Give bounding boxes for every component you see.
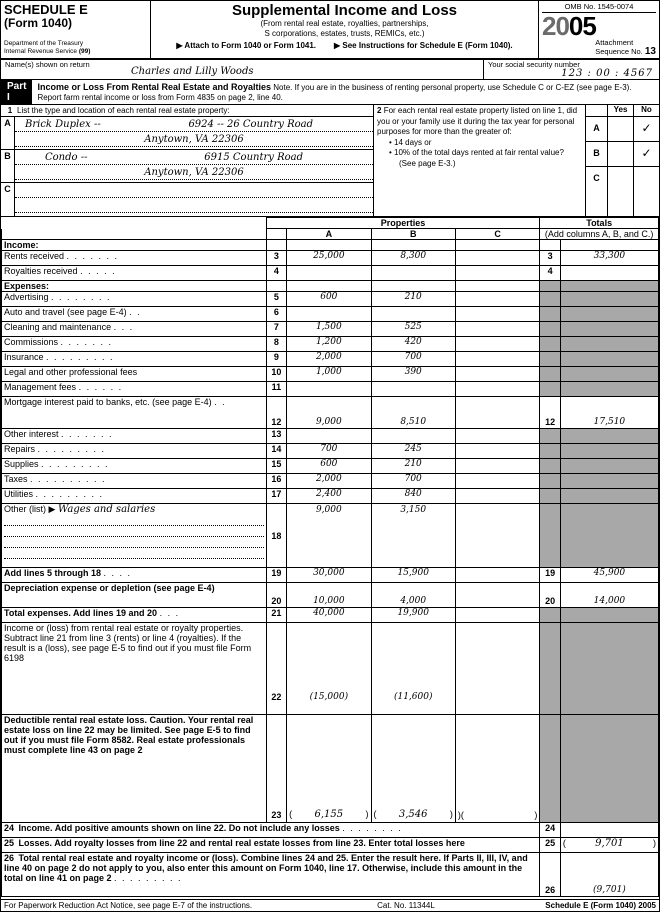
no-checkbox-a[interactable]: ✓	[634, 117, 659, 142]
line-20-col-a[interactable]: 10,000	[287, 583, 371, 608]
line-4-total-number: 4	[540, 266, 561, 281]
col-header-a: A	[287, 229, 371, 240]
totals-subheader: (Add columns A, B, and C.)	[540, 229, 659, 240]
line-19-total-number: 19	[540, 568, 561, 583]
line-23-col-c[interactable]: )( )	[455, 715, 539, 823]
line-2-seepage: (See page E-3.)	[399, 158, 456, 168]
line-6-label: Auto and travel (see page E-4) . .	[2, 307, 267, 322]
table-row	[2, 352, 659, 367]
line-2-letters-col	[585, 105, 607, 216]
line-8-col-a[interactable]: 1,200	[287, 337, 371, 352]
header-right	[539, 1, 659, 58]
form-subtitle-1: (From rental real estate, royalties, partnerships,	[260, 19, 429, 28]
column-letters-row	[2, 229, 659, 240]
line-19-col-c[interactable]	[455, 568, 539, 583]
line-19-total[interactable]: 45,900	[560, 568, 658, 583]
table-row	[2, 251, 659, 266]
footer-form-id: Schedule E (Form 1040) 2005	[545, 901, 656, 910]
line-3-label: Rents received . . . . . . .	[2, 251, 267, 266]
line-7-col-b[interactable]: 525	[371, 322, 455, 337]
line-3-col-c[interactable]	[455, 251, 539, 266]
line-16-col-a[interactable]: 2,000	[287, 474, 371, 489]
table-row	[2, 489, 659, 504]
line-1-number: 1	[7, 106, 13, 115]
income-header: Income:	[2, 240, 267, 251]
line-5-col-b[interactable]: 210	[371, 292, 455, 307]
line-5-number: 5	[266, 292, 287, 307]
totals-header: Totals	[540, 218, 659, 229]
line-26-total[interactable]: (9,701)	[560, 853, 658, 897]
line-8-label: Commissions . . . . . . .	[2, 337, 267, 352]
attachment-label: Attachment	[595, 38, 634, 47]
line-19-col-b[interactable]: 15,900	[371, 568, 455, 583]
table-row	[2, 823, 659, 838]
table-row-line-18	[2, 504, 659, 568]
line-9-label: Insurance . . . . . . . . .	[2, 352, 267, 367]
line-20-total[interactable]: 14,000	[560, 583, 658, 608]
col-header-c: C	[455, 229, 539, 240]
table-row	[2, 337, 659, 352]
line-26-label: 26 Total rental real estate and royalty income or (loss). Combine lines 24 and 25. Enter the result here. If Parts II, III, IV, and line 40 on page 2 do not apply to you, also enter this amount on Form 1040, line 17. Otherwise, include this amount in the total on line 41 on page 2 . . . . . . . . .	[2, 853, 540, 897]
ssn-cell[interactable]	[484, 60, 659, 79]
line-2-block	[374, 105, 659, 216]
properties-header: Properties	[266, 218, 540, 229]
line-12-col-a[interactable]: 9,000	[287, 397, 371, 429]
form-subtitle-2: S corporations, estates, trusts, REMICs, etc.)	[264, 29, 425, 38]
ssn-value: 123 : 00 : 4567	[561, 68, 653, 79]
income-expense-table	[1, 217, 659, 897]
line-25-total-number: 25	[540, 838, 561, 853]
line-1-2-block	[1, 105, 659, 217]
line-25-total[interactable]: ( 9,701 )	[560, 838, 658, 853]
form-header	[1, 1, 659, 60]
line-18-label-cell	[2, 504, 267, 568]
property-a-address: 6924 -- 26 Country Road	[188, 119, 313, 130]
line-2-letter-a: A	[586, 117, 607, 142]
name-ssn-row	[1, 60, 659, 80]
department-block	[4, 40, 147, 56]
line-11-label: Management fees . . . . . .	[2, 382, 267, 397]
line-22-label: Income or (loss) from rental real estate or royalty properties. Subtract line 21 from line 3 (rents) or line 4 (royalties). If the result is a (loss), see page E-5 to find out if you must file Form 6198	[2, 623, 267, 715]
line-26-total-number: 26	[540, 853, 561, 897]
footer-cat-no: Cat. No. 11344L	[377, 901, 435, 910]
line-8-col-b[interactable]: 420	[371, 337, 455, 352]
line-7-col-c[interactable]	[455, 322, 539, 337]
omb-number: OMB No. 1545-0074	[542, 2, 656, 13]
line-17-col-b[interactable]: 840	[371, 489, 455, 504]
table-row	[2, 838, 659, 853]
line-11-number: 11	[266, 382, 287, 397]
line-13-col-a[interactable]	[287, 429, 371, 444]
yes-header: Yes	[608, 105, 633, 117]
line-3-col-b[interactable]: 8,300	[371, 251, 455, 266]
line-13-col-b[interactable]	[371, 429, 455, 444]
line-15-col-a[interactable]: 600	[287, 459, 371, 474]
line-2-text-block	[374, 105, 585, 216]
line-23-label: Deductible rental real estate loss. Caution. Your rental real estate loss on line 22 may be limited. See page E-5 to find out if you must file Form 8582. Real estate professionals must complete line 43 on page 2	[2, 715, 267, 823]
line-14-col-c[interactable]	[455, 444, 539, 459]
table-row	[2, 429, 659, 444]
line-4-col-a[interactable]	[287, 266, 371, 281]
line-16-number: 16	[266, 474, 287, 489]
line-8-col-c[interactable]	[455, 337, 539, 352]
line-4-label: Royalties received . . . . .	[2, 266, 267, 281]
line-22-number: 22	[266, 623, 287, 715]
line-2-bullet-2: • 10% of the total days rented at fair rental value?	[389, 148, 564, 157]
line-2-text: For each rental real estate property listed on line 1, did you or your family use it during the tax year for personal purposes for more than the greater of:	[377, 106, 578, 136]
part-1-note: Note. If you are in the business of renting personal property, use Schedule C or C-EZ (see page E-3). Report farm rental income or loss from Form 4835 on page 2, line 40.	[37, 82, 632, 102]
line-21-col-c[interactable]	[455, 608, 539, 623]
line-2-no-col	[633, 105, 659, 216]
property-letter-c: C	[1, 183, 15, 216]
attachment-sequence	[595, 38, 656, 56]
line-24-total[interactable]	[560, 823, 658, 838]
line-6-col-c[interactable]	[455, 307, 539, 322]
yes-checkbox-a[interactable]	[608, 117, 633, 142]
line-13-label: Other interest . . . . . . .	[2, 429, 267, 444]
line-16-col-c[interactable]	[455, 474, 539, 489]
table-row	[2, 307, 659, 322]
line-15-col-c[interactable]	[455, 459, 539, 474]
dept-code: (99)	[78, 48, 91, 55]
line-6-col-b[interactable]	[371, 307, 455, 322]
line-10-col-a[interactable]: 1,000	[287, 367, 371, 382]
line-10-number: 10	[266, 367, 287, 382]
line-21-number: 21	[266, 608, 287, 623]
line-20-number: 20	[266, 583, 287, 608]
line-14-col-b[interactable]: 245	[371, 444, 455, 459]
property-row-a[interactable]	[1, 117, 373, 150]
year-prefix: 20	[542, 11, 569, 41]
line-3-number: 3	[266, 251, 287, 266]
line-9-col-a[interactable]: 2,000	[287, 352, 371, 367]
line-17-label: Utilities . . . . . . . . .	[2, 489, 267, 504]
line-12-col-c[interactable]	[455, 397, 539, 429]
line-3-total[interactable]: 33,300	[560, 251, 658, 266]
name-label: Name(s) shown on return	[5, 60, 90, 69]
table-row	[2, 459, 659, 474]
line-17-col-a[interactable]: 2,400	[287, 489, 371, 504]
table-row	[2, 292, 659, 307]
line-10-col-c[interactable]	[455, 367, 539, 382]
table-row	[2, 583, 659, 608]
property-letter-b: B	[1, 150, 15, 182]
line-15-number: 15	[266, 459, 287, 474]
dept-line1: Department of the Treasury	[4, 40, 84, 47]
header-center	[151, 1, 539, 58]
line-9-number: 9	[266, 352, 287, 367]
schedule-name: SCHEDULE E	[4, 2, 88, 17]
line-16-label: Taxes . . . . . . . . . .	[2, 474, 267, 489]
line-12-number: 12	[266, 397, 287, 429]
line-10-col-b[interactable]: 390	[371, 367, 455, 382]
line-21-col-a[interactable]: 40,000	[287, 608, 371, 623]
table-row	[2, 444, 659, 459]
line-4-col-b[interactable]	[371, 266, 455, 281]
table-row	[2, 568, 659, 583]
col-header-b: B	[371, 229, 455, 240]
yes-checkbox-b[interactable]	[608, 142, 633, 167]
attach-note: ▶ Attach to Form 1040 or Form 1041.	[176, 41, 317, 50]
expenses-header: Expenses:	[2, 281, 267, 292]
line-2-yes-col	[607, 105, 633, 216]
line-11-col-c[interactable]	[455, 382, 539, 397]
property-row-b[interactable]	[1, 150, 373, 183]
line-7-col-a[interactable]: 1,500	[287, 322, 371, 337]
line-17-number: 17	[266, 489, 287, 504]
header-left	[1, 1, 151, 58]
line-13-col-c[interactable]	[455, 429, 539, 444]
table-row	[2, 853, 659, 897]
line-18-col-b[interactable]: 3,150	[371, 504, 455, 568]
property-b-city: Anytown, VA 22306	[144, 167, 244, 178]
line-20-col-c[interactable]	[455, 583, 539, 608]
name-value: Charles and Lilly Woods	[131, 66, 254, 77]
line-23-col-a[interactable]: ( 6,155 )	[287, 715, 371, 823]
line-19-label: Add lines 5 through 18 . . . .	[2, 568, 267, 583]
expenses-header-row	[2, 281, 659, 292]
line-13-number: 13	[266, 429, 287, 444]
no-header: No	[634, 105, 659, 117]
tax-year	[542, 13, 656, 39]
line-14-number: 14	[266, 444, 287, 459]
line-16-col-b[interactable]: 700	[371, 474, 455, 489]
line-18-handwritten: Wages and salaries	[57, 504, 156, 515]
line-22-col-b[interactable]: (11,600)	[371, 623, 455, 715]
line-12-total-number: 12	[540, 397, 561, 429]
no-checkbox-c[interactable]	[634, 167, 659, 192]
line-23-number: 23	[266, 715, 287, 823]
line-21-col-b[interactable]: 19,900	[371, 608, 455, 623]
line-5-label: Advertising . . . . . . . .	[2, 292, 267, 307]
line-4-number: 4	[266, 266, 287, 281]
line-6-number: 6	[266, 307, 287, 322]
line-7-number: 7	[266, 322, 287, 337]
property-a-type: Brick Duplex --	[25, 119, 101, 130]
line-19-col-a[interactable]: 30,000	[287, 568, 371, 583]
form-footer	[1, 899, 659, 911]
line-15-col-b[interactable]: 210	[371, 459, 455, 474]
dept-line2: Internal Revenue Service	[4, 48, 77, 55]
line-14-label: Repairs . . . . . . . . .	[2, 444, 267, 459]
no-checkbox-b[interactable]: ✓	[634, 142, 659, 167]
line-7-label: Cleaning and maintenance . . .	[2, 322, 267, 337]
property-row-c[interactable]	[1, 183, 373, 216]
yes-checkbox-c[interactable]	[608, 167, 633, 192]
line-3-col-a[interactable]: 25,000	[287, 251, 371, 266]
line-17-col-c[interactable]	[455, 489, 539, 504]
property-a-city: Anytown, VA 22306	[144, 134, 244, 145]
table-row	[2, 322, 659, 337]
property-b-type: Condo --	[45, 152, 88, 163]
line-9-col-b[interactable]: 700	[371, 352, 455, 367]
income-header-row	[2, 240, 659, 251]
line-10-label: Legal and other professional fees	[2, 367, 267, 382]
line-22-col-a[interactable]: (15,000)	[287, 623, 371, 715]
sequence-number: 13	[644, 46, 656, 57]
line-24-total-number: 24	[540, 823, 561, 838]
line-11-col-a[interactable]	[287, 382, 371, 397]
line-5-col-c[interactable]	[455, 292, 539, 307]
line-20-total-number: 20	[540, 583, 561, 608]
line-2-number: 2	[377, 106, 382, 115]
line-1-block	[1, 105, 374, 216]
line-18-col-c[interactable]	[455, 504, 539, 568]
line-22-col-c[interactable]	[455, 623, 539, 715]
table-row	[2, 715, 659, 823]
line-2-letter-b: B	[586, 142, 607, 167]
sequence-label: Sequence No.	[595, 47, 643, 56]
part-1-heading	[37, 81, 659, 104]
table-row	[2, 266, 659, 281]
part-1-title: Income or Loss From Rental Real Estate and Royalties	[37, 81, 272, 92]
line-18-label: Other (list) ▶ Wages and salaries	[4, 504, 156, 515]
instructions-note: ▶ See Instructions for Schedule E (Form 1040).	[334, 41, 513, 50]
line-12-label: Mortgage interest paid to banks, etc. (see page E-4) . .	[2, 397, 267, 429]
year-suffix: 05	[568, 11, 596, 41]
line-1-prompt: List the type and location of each rental real estate property:	[17, 106, 230, 115]
footer-notice: For Paperwork Reduction Act Notice, see page E-7 of the instructions.	[4, 901, 253, 910]
line-12-col-b[interactable]: 8,510	[371, 397, 455, 429]
table-row	[2, 623, 659, 715]
line-8-number: 8	[266, 337, 287, 352]
line-19-number: 19	[266, 568, 287, 583]
line-4-col-c[interactable]	[455, 266, 539, 281]
part-1-bar	[1, 80, 659, 105]
form-title: Supplemental Income and Loss	[231, 2, 458, 19]
line-5-col-a[interactable]: 600	[287, 292, 371, 307]
line-24-label: 24 Income. Add positive amounts shown on line 22. Do not include any losses . . . . . . . .	[2, 823, 540, 838]
table-row	[2, 608, 659, 623]
properties-header-row	[2, 218, 659, 229]
table-row	[2, 367, 659, 382]
line-3-total-number: 3	[540, 251, 561, 266]
table-row	[2, 397, 659, 429]
property-b-address: 6915 Country Road	[204, 152, 303, 163]
line-20-col-b[interactable]: 4,000	[371, 583, 455, 608]
line-12-total[interactable]: 17,510	[560, 397, 658, 429]
line-6-col-a[interactable]	[287, 307, 371, 322]
ssn-label: Your social security number	[488, 60, 580, 69]
line-23-col-b[interactable]: ( 3,546 )	[371, 715, 455, 823]
line-20-label: Depreciation expense or depletion (see page E-4)	[2, 583, 267, 608]
property-letter-a: A	[1, 117, 15, 149]
table-row	[2, 474, 659, 489]
line-9-col-c[interactable]	[455, 352, 539, 367]
line-2-letter-c: C	[593, 173, 600, 183]
line-18-number: 18	[266, 504, 287, 568]
line-2-bullet-1: • 14 days or	[389, 137, 432, 147]
line-21-label: Total expenses. Add lines 19 and 20 . . .	[2, 608, 267, 623]
line-4-total[interactable]	[560, 266, 658, 281]
line-15-label: Supplies . . . . . . . . .	[2, 459, 267, 474]
form-name: (Form 1040)	[4, 16, 73, 30]
table-row	[2, 382, 659, 397]
name-field-cell[interactable]	[1, 60, 484, 79]
line-11-col-b[interactable]	[371, 382, 455, 397]
line-18-col-a[interactable]: 9,000	[287, 504, 371, 568]
line-25-label: 25 Losses. Add royalty losses from line 22 and rental real estate losses from line 23. Enter total losses here	[2, 838, 540, 853]
line-14-col-a[interactable]: 700	[287, 444, 371, 459]
part-1-badge: Part I	[1, 80, 32, 104]
